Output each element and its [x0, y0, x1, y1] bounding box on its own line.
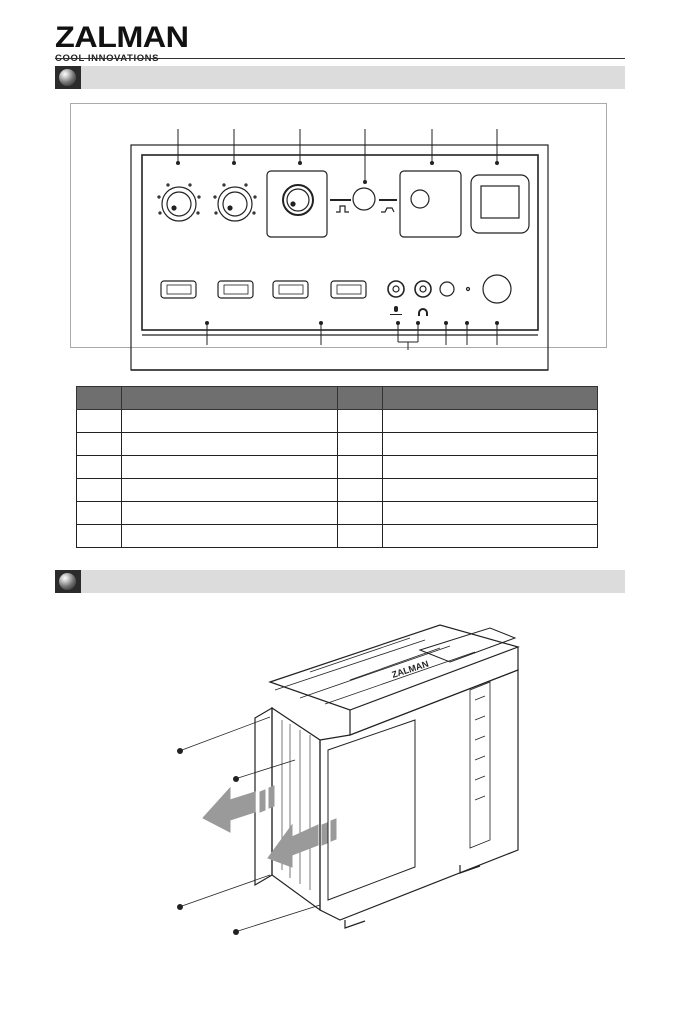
panel-housing [131, 145, 548, 370]
microphone-icon [394, 306, 398, 312]
remove-arrow-icon [203, 788, 255, 832]
table-cell [337, 502, 382, 525]
table-row [77, 502, 598, 525]
table-cell [77, 456, 122, 479]
table-cell [77, 410, 122, 433]
lcd-display [471, 175, 529, 233]
table-cell [382, 525, 598, 548]
table-cell [337, 433, 382, 456]
screw-icon [233, 929, 239, 935]
parts-table [76, 386, 598, 548]
header-cell [122, 387, 338, 410]
table-cell [77, 433, 122, 456]
fan-knob-3 [267, 171, 327, 237]
fan-knob-1 [158, 184, 200, 221]
case-brand-label: ZALMAN [390, 658, 430, 680]
headphone-icon [418, 308, 428, 316]
table-cell [382, 479, 598, 502]
table-cell [337, 525, 382, 548]
table-cell [337, 410, 382, 433]
rear-opening [272, 708, 320, 910]
table-cell [122, 502, 338, 525]
table-header-row [77, 387, 598, 410]
table-cell [77, 479, 122, 502]
header-cell [77, 387, 122, 410]
table-cell [122, 525, 338, 548]
table-cell [337, 456, 382, 479]
table-row [77, 456, 598, 479]
table-cell [122, 456, 338, 479]
table-row [77, 433, 598, 456]
screw-icon [233, 776, 239, 782]
screw-icon [177, 904, 183, 910]
table-cell [382, 502, 598, 525]
usb-ports [161, 281, 366, 298]
section-bar-2 [55, 570, 625, 593]
table-cell [77, 525, 122, 548]
table-cell [382, 456, 598, 479]
screw-icon [177, 748, 183, 754]
table-cell [122, 433, 338, 456]
front-panel-diagram [0, 0, 680, 380]
panel-face [142, 155, 538, 330]
table-cell [122, 410, 338, 433]
case-side-panel-illustration [170, 620, 530, 950]
case-side-body [320, 670, 518, 920]
table-cell [337, 479, 382, 502]
case-window [328, 720, 415, 900]
header-cell [337, 387, 382, 410]
table-row [77, 410, 598, 433]
section-bullet-icon [55, 570, 81, 593]
logo-brand: ZALMAN [55, 21, 189, 54]
header-cell [382, 387, 598, 410]
table-cell [122, 479, 338, 502]
square-button [400, 171, 461, 237]
remove-arrow-icon [268, 825, 318, 867]
mode-switch-button [330, 188, 397, 212]
fan-knob-2 [214, 184, 256, 221]
table-row [77, 525, 598, 548]
audio-jacks [388, 275, 511, 303]
table-row [77, 479, 598, 502]
table-cell [77, 502, 122, 525]
table-cell [382, 433, 598, 456]
table-cell [382, 410, 598, 433]
